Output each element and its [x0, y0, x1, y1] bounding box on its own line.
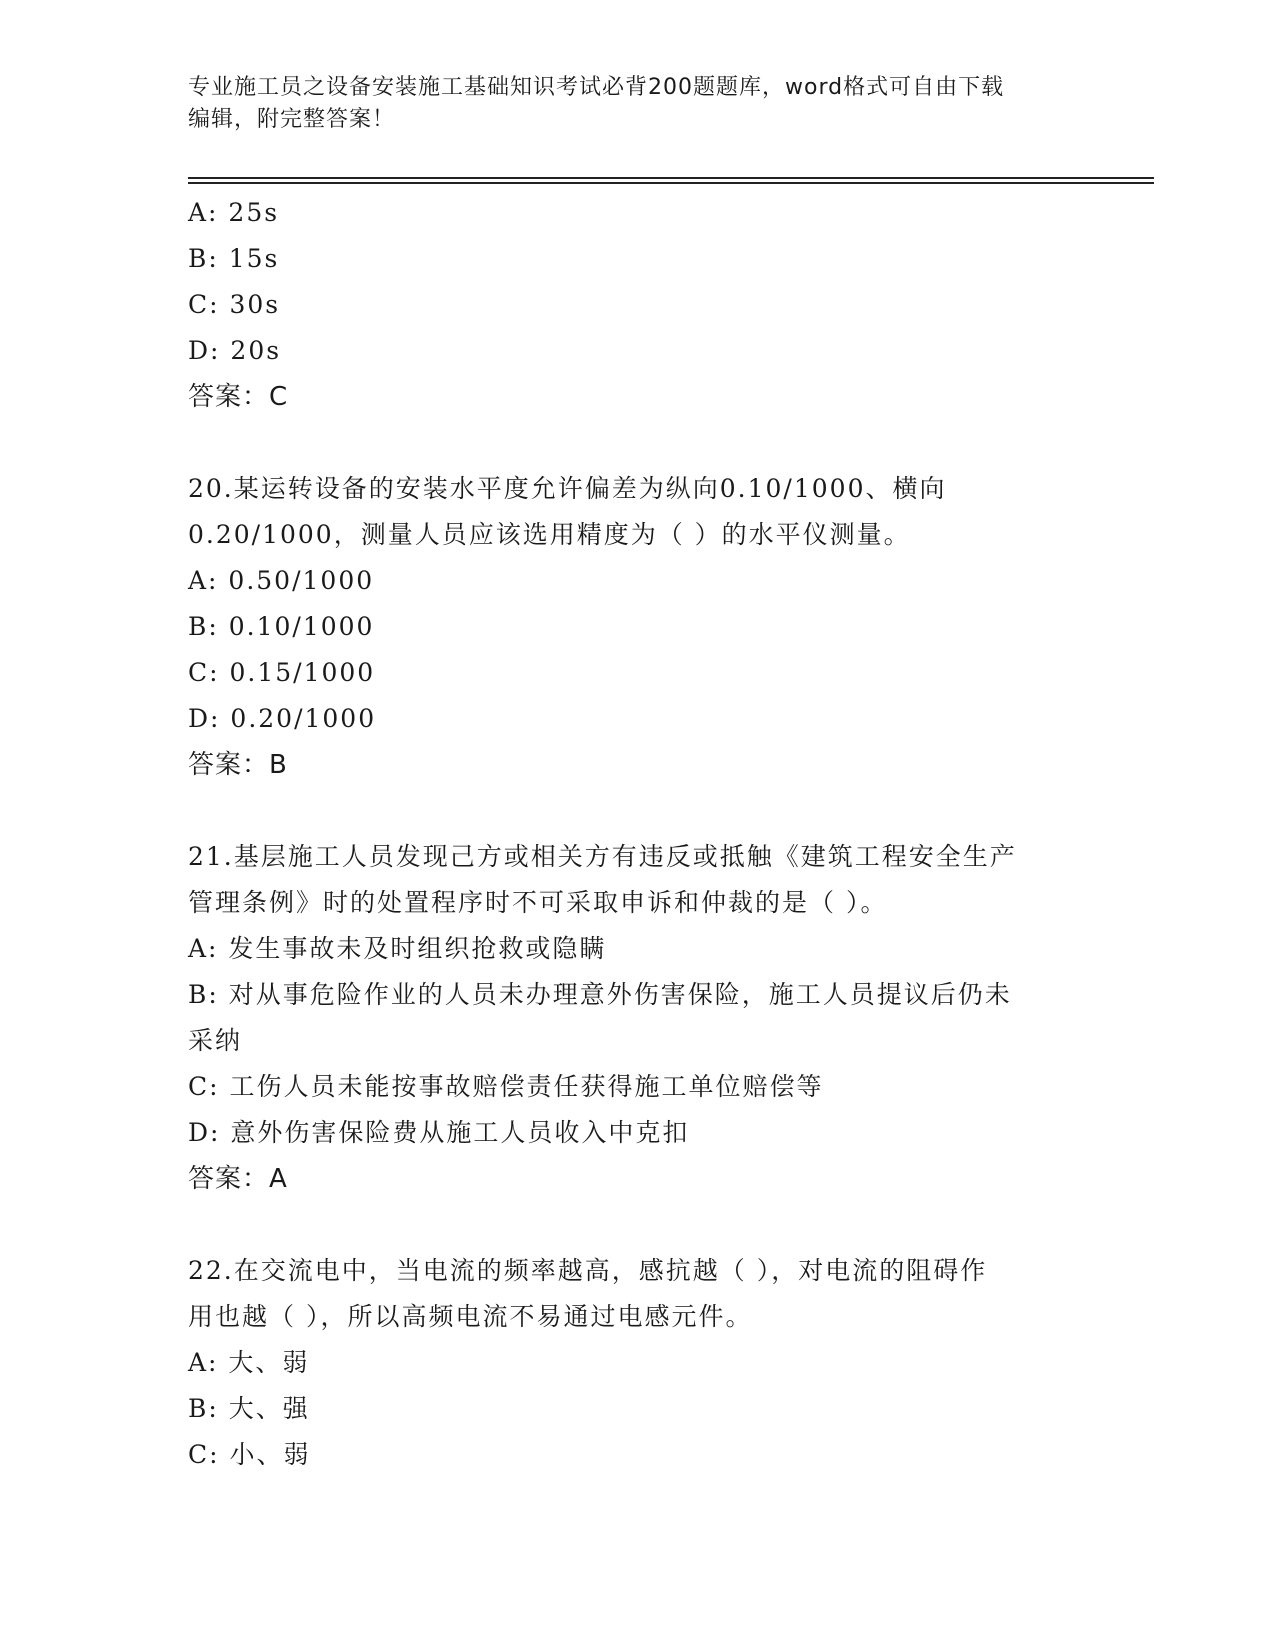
- option-b: B: 0.10/1000: [188, 612, 375, 641]
- question-stem-line: 0.20/1000，测量人员应该选用精度为（ ）的水平仪测量。: [188, 520, 911, 549]
- option-d: D: 20s: [188, 336, 282, 365]
- answer-label: 答案：A: [188, 1164, 288, 1194]
- option-d: D: 0.20/1000: [188, 704, 377, 733]
- option-b: B: 对从事危险作业的人员未办理意外伤害保险，施工人员提议后仍未: [188, 980, 1012, 1009]
- option-c: C: 30s: [188, 290, 281, 319]
- answer-label: 答案：C: [188, 382, 289, 412]
- spacer: [188, 420, 1088, 466]
- option-b: B: 大、强: [188, 1394, 310, 1423]
- option-c: C: 0.15/1000: [188, 658, 376, 687]
- header-divider-top: [188, 177, 1154, 179]
- question-stem-line: 22.在交流电中，当电流的频率越高，感抗越（ ），对电流的阻碍作: [188, 1256, 988, 1285]
- question-21-block: [188, 834, 1088, 1202]
- question-20-block: [188, 466, 1088, 788]
- question-stem-line: 20.某运转设备的安装水平度允许偏差为纵向0.10/1000、横向: [188, 474, 947, 503]
- spacer: [188, 788, 1088, 834]
- option-a: A: 大、弱: [188, 1348, 310, 1377]
- question-stem-line: 21.基层施工人员发现己方或相关方有违反或抵触《建筑工程安全生产: [188, 842, 1017, 871]
- question-list: [188, 190, 1088, 1478]
- question-19-block: [188, 190, 1088, 420]
- option-b: B: 15s: [188, 244, 280, 273]
- question-stem-line: 管理条例》时的处置程序时不可采取申诉和仲裁的是（ ）。: [188, 888, 888, 917]
- question-22-block: [188, 1248, 1088, 1478]
- document-header: [188, 72, 1068, 136]
- option-c: C: 工伤人员未能按事故赔偿责任获得施工单位赔偿等: [188, 1072, 824, 1101]
- option-d: D: 意外伤害保险费从施工人员收入中克扣: [188, 1118, 690, 1147]
- option-a: A: 发生事故未及时组织抢救或隐瞒: [188, 934, 607, 963]
- option-a: A: 0.50/1000: [188, 566, 375, 595]
- question-stem-line: 用也越（ ），所以高频电流不易通过电感元件。: [188, 1302, 753, 1331]
- header-divider-bottom: [188, 182, 1154, 184]
- header-line-2: 编辑，附完整答案！: [188, 107, 396, 132]
- option-b-continued: 采纳: [188, 1026, 243, 1055]
- option-a: A: 25s: [188, 198, 280, 227]
- spacer: [188, 1202, 1088, 1248]
- answer-label: 答案：B: [188, 750, 288, 780]
- option-c: C: 小、弱: [188, 1440, 311, 1469]
- header-line-1: 专业施工员之设备安装施工基础知识考试必背200题题库，word格式可自由下载: [188, 75, 1005, 100]
